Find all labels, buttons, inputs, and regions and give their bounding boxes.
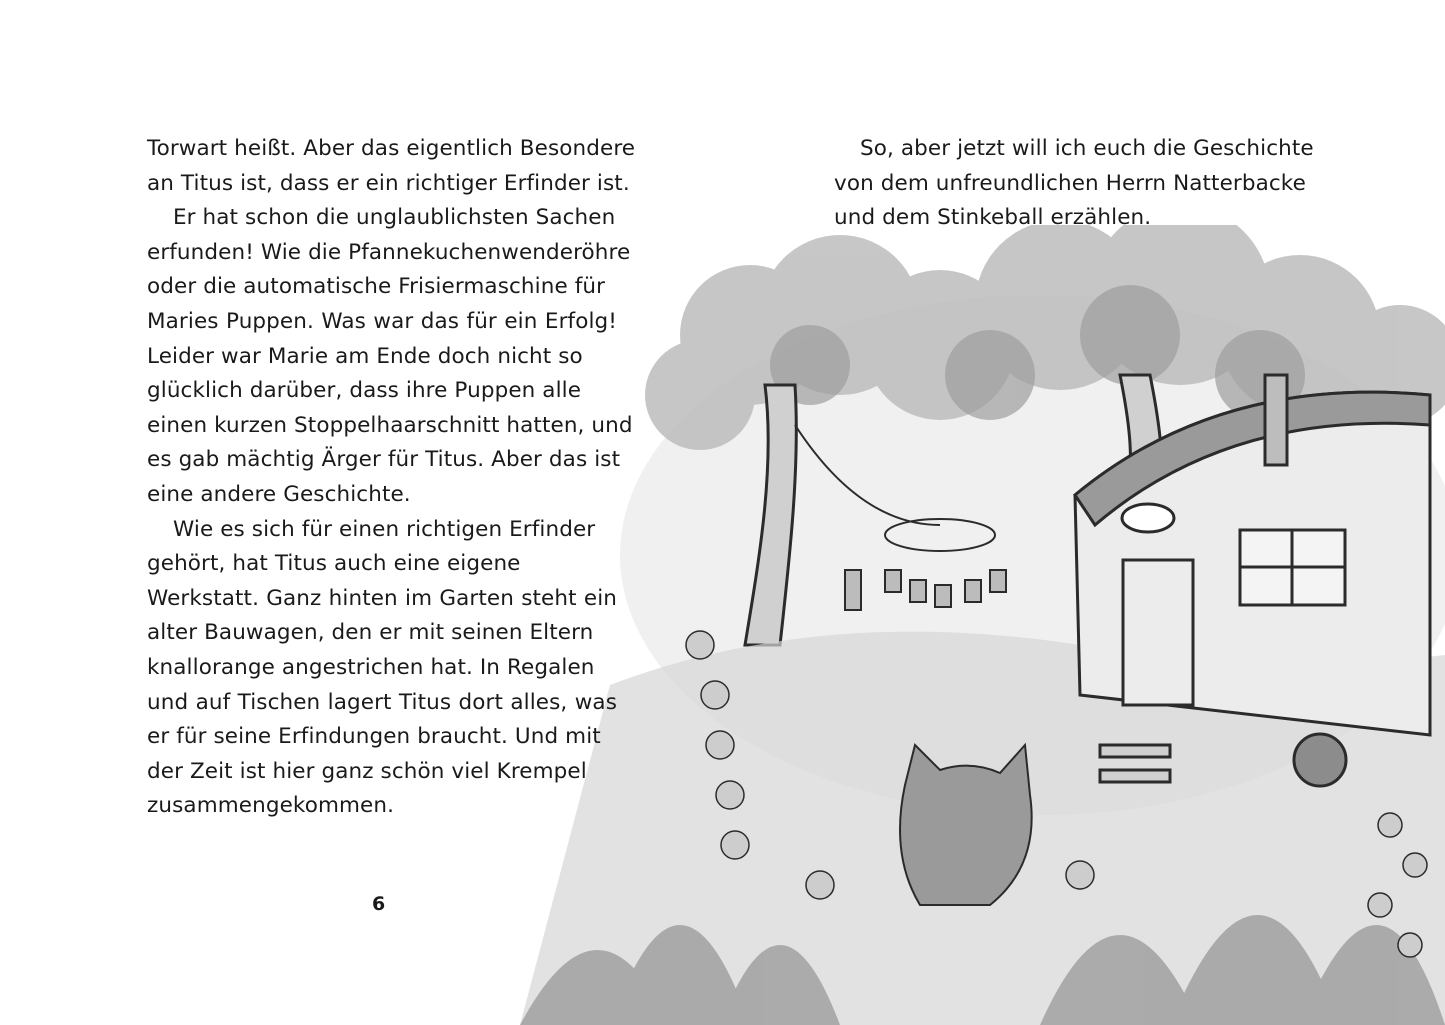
text-line: und dem Stinkeball erzählen. [834, 205, 1152, 231]
text-line: Er hat schon die unglaublichsten Sachen [173, 205, 616, 231]
garden-wagon-illustration [520, 225, 1445, 1025]
text-line: Wie es sich für einen richtigen Erfinder [173, 516, 596, 542]
illustration-svg [520, 225, 1445, 1025]
text-line: alter Bauwagen, den er mit seinen Eltern [147, 620, 594, 646]
paragraph-3 [147, 513, 617, 824]
text-line: von dem unfreundlichen Herrn Natterbacke [834, 170, 1306, 196]
text-line: er für seine Erfindungen braucht. Und mit [147, 724, 601, 750]
text-line: oder die automatische Frisiermaschine für [147, 274, 606, 300]
page-number: 6 [372, 893, 386, 915]
text-line: Torwart heißt. Aber das eigentlich Besondere [147, 136, 636, 161]
paragraph-1 [147, 132, 636, 201]
paragraph-right-1 [834, 132, 1314, 236]
text-line: Leider war Marie am Ende doch nicht so [147, 343, 583, 369]
text-line: es gab mächtig Ärger für Titus. Aber das ist [147, 447, 621, 473]
text-line: Werkstatt. Ganz hinten im Garten steht ein [147, 585, 617, 611]
text-line: einen kurzen Stoppelhaarschnitt hatten, und [147, 412, 633, 438]
left-page-text [147, 132, 636, 824]
text-line: eine andere Geschichte. [147, 481, 411, 507]
text-line: an Titus ist, dass er ein richtiger Erfinder ist. [147, 170, 630, 196]
right-page-text [834, 132, 1314, 236]
text-line: gehört, hat Titus auch eine eigene [147, 551, 521, 577]
text-line: und auf Tischen lagert Titus dort alles, was [147, 689, 617, 715]
text-line: glücklich darüber, dass ihre Puppen alle [147, 378, 582, 404]
text-line: Maries Puppen. Was war das für ein Erfolg! [147, 308, 617, 334]
text-line: zusammengekommen. [147, 793, 395, 819]
text-line: So, aber jetzt will ich euch die Geschichte [860, 136, 1314, 161]
paragraph-2 [147, 201, 633, 512]
text-line: der Zeit ist hier ganz schön viel Krempel [147, 758, 587, 784]
text-line: erfunden! Wie die Pfannekuchenwenderöhre [147, 239, 631, 265]
text-line: knallorange angestrichen hat. In Regalen [147, 654, 595, 680]
